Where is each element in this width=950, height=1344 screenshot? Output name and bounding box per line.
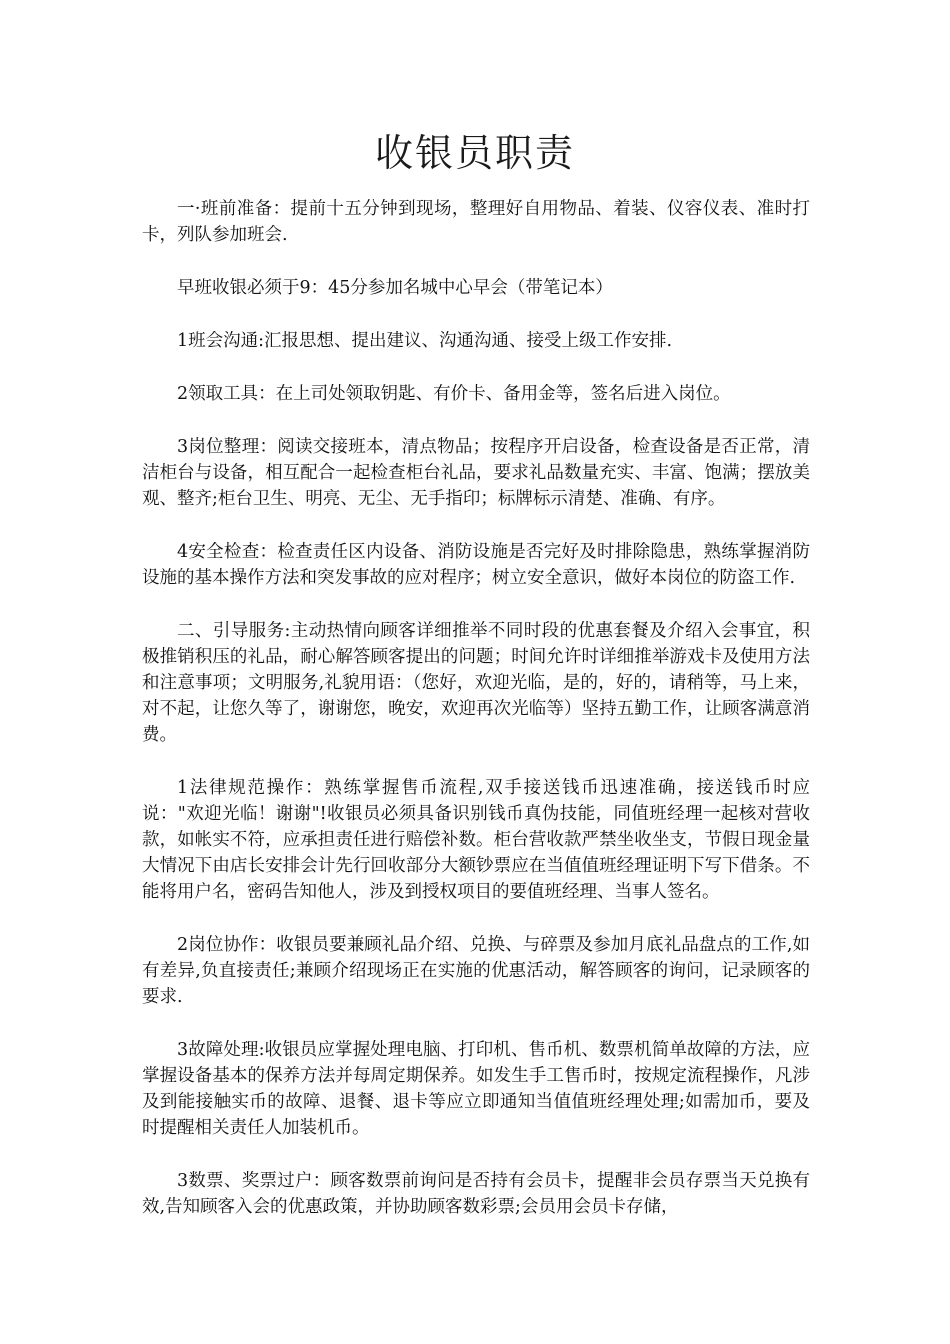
- paragraph-safety-check: 4安全检查：检查责任区内设备、消防设施是否完好及时排除隐患，熟练掌握消防设施的基本操作方法和突发事故的应对程序；树立安全意识，做好本岗位的防盗工作.: [142, 542, 810, 588]
- paragraph-standard-operation: 1法律规范操作：熟练掌握售币流程,双手接送钱币迅速准确，接送钱币时应说："欢迎光临！谢谢"!收银员必须具备识别钱币真伪技能，同值班经理一起核对营收款，如帐实不符，应承担责任进行赔偿补数。柜台营收款严禁坐收坐支，节假日现金量大情况下由店长安排会计先行回收部分大额钞票应在当值值班经理证明下写下借条。不能将用户名，密码告知他人，涉及到授权项目的要值班经理、当事人签名。: [142, 778, 810, 902]
- document-body: [142, 196, 810, 1247]
- paragraph-meeting-communication: 1班会沟通:汇报思想、提出建议、沟通沟通、接受上级工作安排.: [177, 331, 673, 351]
- paragraph-ticket-transfer: 3数票、奖票过户：顾客数票前询问是否持有会员卡，提醒非会员存票当天兑换有效,告知顾客入会的优惠政策，并协助顾客数彩票;会员用会员卡存储，: [142, 1171, 810, 1217]
- paragraph-guide-service: 二、引导服务:主动热情向顾客详细推举不同时段的优惠套餐及介绍入会事宜，积极推销积压的礼品，耐心解答顾客提出的问题；时间允许时详细推举游戏卡及使用方法和注意事项；文明服务,礼貌用语：（您好，欢迎光临，是的，好的，请稍等，马上来，对不起，让您久等了，谢谢您，晚安，欢迎再次光临等）坚持五勤工作，让顾客满意消费。: [142, 621, 810, 745]
- paragraph-post-cooperation: 2岗位协作：收银员要兼顾礼品介绍、兑换、与碎票及参加月底礼品盘点的工作,如有差异,负直接责任;兼顾介绍现场正在实施的优惠活动，解答顾客的询问，记录顾客的要求.: [142, 935, 810, 1007]
- document-title: 收银员职责: [374, 131, 575, 175]
- paragraph-fault-handling: 3故障处理:收银员应掌握处理电脑、打印机、售币机、数票机简单故障的方法，应掌握设备基本的保养方法并每周定期保养。如发生手工售币时，按规定流程操作，凡涉及到能接触实币的故障、退餐、退卡等应立即通知当值值班经理处理;如需加币，要及时提醒相关责任人加装机币。: [142, 1040, 810, 1138]
- paragraph-collect-tools: 2领取工具：在上司处领取钥匙、有价卡、备用金等，签名后进入岗位。: [177, 384, 731, 404]
- paragraph-pre-shift-prep: 一·班前准备：提前十五分钟到现场，整理好自用物品、着装、仪容仪表、准时打卡，列队参加班会.: [142, 199, 810, 245]
- paragraph-post-arrangement: 3岗位整理：阅读交接班本，清点物品；按程序开启设备，检查设备是否正常，清洁柜台与设备，相互配合一起检查柜台礼品，要求礼品数量充实、丰富、饱满；摆放美观、整齐;柜台卫生、明亮、无尘、无手指印；标牌标示清楚、准确、有序。: [142, 437, 810, 509]
- paragraph-morning-meeting: 早班收银必须于9：45分参加名城中心早会（带笔记本）: [177, 278, 613, 298]
